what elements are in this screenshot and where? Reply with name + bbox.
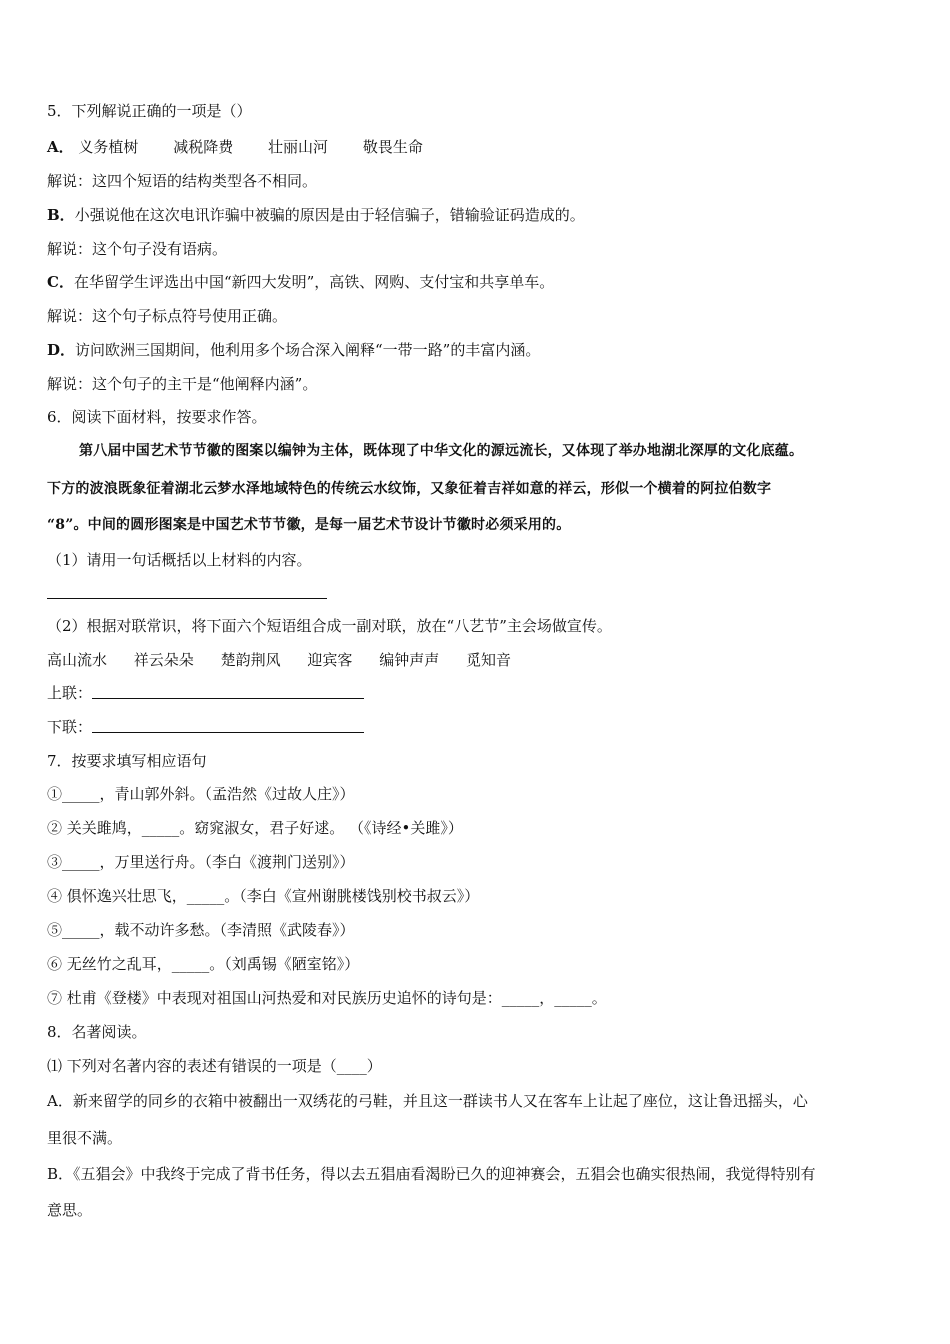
q7-stem: 7．按要求填写相应语句 bbox=[47, 752, 207, 770]
q5-option-a bbox=[47, 137, 423, 157]
q5-option-d-text: 访问欧洲三国期间，他利用多个场合深入阐释“一带一路”的丰富内涵。 bbox=[75, 341, 541, 359]
q7-item: ⑤_____，载不动许多愁。（李清照《武陵春》） bbox=[47, 921, 355, 939]
q5-stem: 5．下列解说正确的一项是（） bbox=[47, 102, 252, 120]
q6-phrase: 高山流水 bbox=[47, 651, 108, 669]
q6-answer-line-1[interactable] bbox=[47, 598, 327, 599]
q5-phrase: 敬畏生命 bbox=[362, 138, 423, 156]
q7-item: ④ 俱怀逸兴壮思飞，_____。（李白《宣州谢朓楼饯别校书叔云》） bbox=[47, 887, 480, 905]
q5-d-explanation: 解说：这个句子的主干是“他阐释内涵”。 bbox=[47, 375, 318, 393]
q6-sub-question-1: （1）请用一句话概括以上材料的内容。 bbox=[47, 551, 312, 569]
q5-option-a-label: A． bbox=[47, 138, 74, 156]
q5-option-d bbox=[47, 340, 540, 360]
q5-phrase: 壮丽山河 bbox=[268, 138, 329, 156]
q6-phrase: 楚韵荆风 bbox=[220, 651, 281, 669]
q6-phrase: 觅知音 bbox=[465, 651, 511, 669]
q8-option-a-line-2: 里很不满。 bbox=[47, 1129, 123, 1147]
q8-option-a-line-1: A．新来留学的同乡的衣箱中被翻出一双绣花的弓鞋，并且这一群读书人又在客车上让起了座位，这让鲁迅摇头，心 bbox=[47, 1092, 808, 1110]
q7-item: ② 关关雎鸠，_____。窈窕淑女，君子好逑。 （《诗经•关雎》） bbox=[47, 819, 463, 837]
q5-a-explanation: 解说：这四个短语的结构类型各不相同。 bbox=[47, 172, 318, 190]
q8-stem: 8．名著阅读。 bbox=[47, 1023, 147, 1041]
q6-passage-line-1: 第八届中国艺术节节徽的图案以编钟为主体，既体现了中华文化的源远流长，又体现了举办地湖北深厚的文化底蕴。 bbox=[79, 443, 804, 459]
q6-sub-question-2: （2）根据对联常识，将下面六个短语组合成一副对联，放在“八艺节”主会场做宣传。 bbox=[47, 617, 612, 635]
q7-item: ③_____，万里送行舟。（李白《渡荆门送别》） bbox=[47, 853, 355, 871]
q7-item: ⑦ 杜甫《登楼》中表现对祖国山河热爱和对民族历史追怀的诗句是：_____，_____。 bbox=[47, 989, 607, 1007]
q6-phrase: 祥云朵朵 bbox=[133, 651, 194, 669]
q6-upper-label: 上联： bbox=[47, 684, 93, 702]
q5-option-c-label: C． bbox=[47, 273, 74, 291]
q6-upper-couplet bbox=[47, 683, 92, 703]
q8-option-b-line-2: 意思。 bbox=[47, 1201, 93, 1219]
q5-phrase: 减税降费 bbox=[173, 138, 234, 156]
q5-c-explanation: 解说：这个句子标点符号使用正确。 bbox=[47, 307, 288, 325]
q5-phrase: 义务植树 bbox=[78, 138, 139, 156]
q5-option-b bbox=[47, 205, 585, 225]
q5-option-d-label: D． bbox=[47, 341, 76, 359]
q5-b-explanation: 解说：这个句子没有语病。 bbox=[47, 240, 228, 258]
q6-phrase: 编钟声声 bbox=[379, 651, 440, 669]
q6-passage-line-2: 下方的波浪既象征着湖北云梦水泽地域特色的传统云水纹饰，又象征着吉祥如意的祥云，形似一个横着的阿拉伯数字 bbox=[47, 481, 772, 497]
q6-upper-answer-line[interactable] bbox=[92, 698, 364, 699]
q7-item: ⑥ 无丝竹之乱耳，_____。（刘禹锡《陋室铭》） bbox=[47, 955, 360, 973]
q6-phrase-list bbox=[47, 650, 511, 670]
q6-lower-answer-line[interactable] bbox=[92, 732, 364, 733]
q5-option-c bbox=[47, 272, 554, 292]
q6-lower-label: 下联： bbox=[47, 718, 93, 736]
q6-stem: 6．阅读下面材料，按要求作答。 bbox=[47, 408, 267, 426]
q5-option-b-label: B． bbox=[47, 206, 75, 224]
q6-passage-line-3: “8”。中间的圆形图案是中国艺术节节徽，是每一届艺术节设计节徽时必须采用的。 bbox=[47, 517, 571, 533]
q8-sub-question-1: ⑴ 下列对名著内容的表述有错误的一项是（____） bbox=[47, 1057, 382, 1075]
q6-lower-couplet bbox=[47, 717, 92, 737]
q8-option-b-line-1: B．《五猖会》中我终于完成了背书任务，得以去五猖庙看渴盼已久的迎神赛会，五猖会也确实很热闹，我觉得特别有 bbox=[47, 1165, 816, 1183]
q5-option-b-text: 小强说他在这次电讯诈骗中被骗的原因是由于轻信骗子，错输验证码造成的。 bbox=[74, 206, 585, 224]
q7-item: ①_____，青山郭外斜。（孟浩然《过故人庄》） bbox=[47, 785, 355, 803]
q5-option-c-text: 在华留学生评选出中国“新四大发明”，高铁、网购、支付宝和共享单车。 bbox=[73, 273, 555, 291]
q6-phrase: 迎宾客 bbox=[307, 651, 353, 669]
